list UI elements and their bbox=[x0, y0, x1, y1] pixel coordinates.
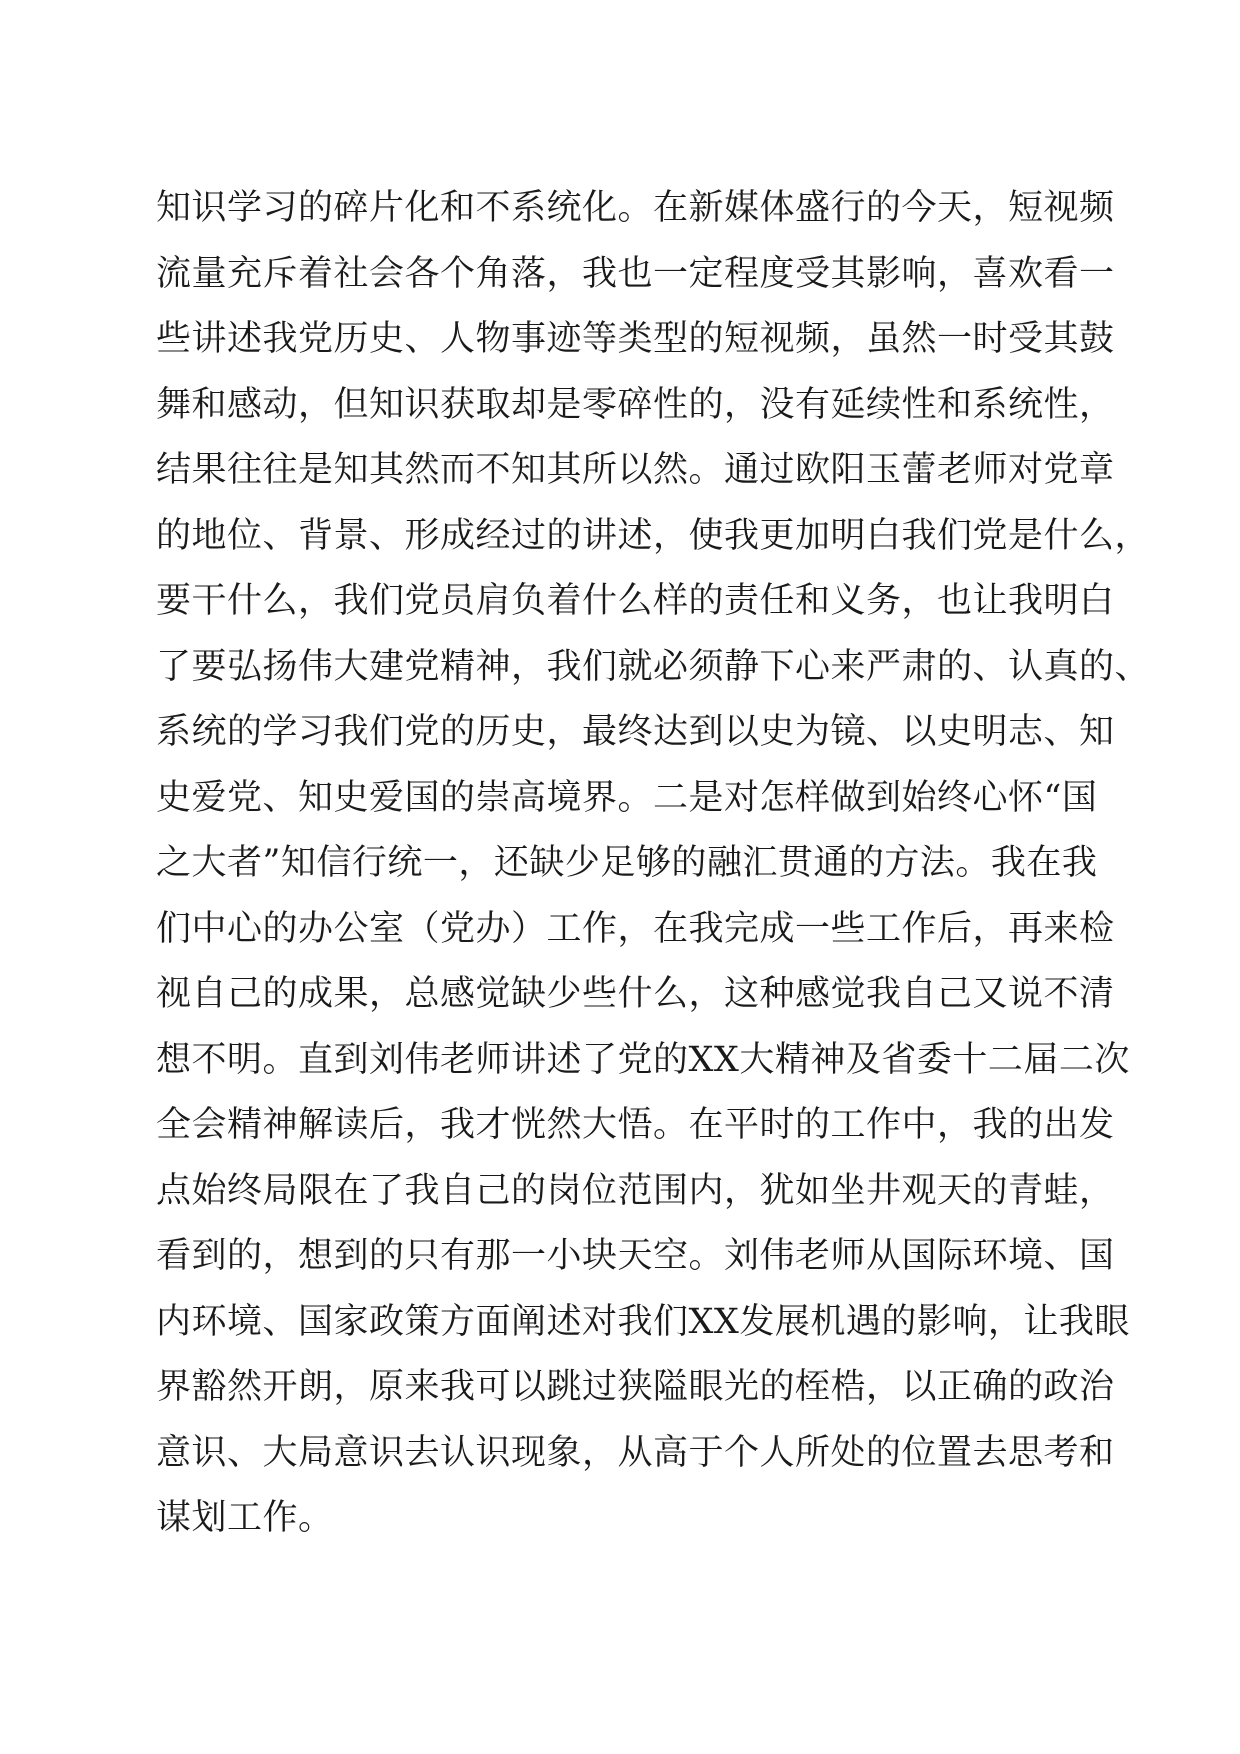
text-line: 结果往往是知其然而不知其所以然。通过欧阳玉蕾老师对党章 bbox=[156, 450, 1115, 490]
body-paragraph bbox=[156, 186, 1151, 1562]
text-line: 些讲述我党历史、人物事迹等类型的短视频，虽然一时受其鼓 bbox=[156, 319, 1115, 359]
text-line: 知识学习的碎片化和不系统化。在新媒体盛行的今天，短视频 bbox=[156, 188, 1115, 228]
text-line: 点始终局限在了我自己的岗位范围内，犹如坐井观天的青蛙， bbox=[156, 1170, 1115, 1211]
text-line: 系统的学习我们党的历史，最终达到以史为镜、以史明志、知 bbox=[156, 712, 1115, 752]
text-line: 的地位、背景、形成经过的讲述，使我更加明白我们党是什么， bbox=[156, 515, 1151, 556]
text-line: 看到的，想到的只有那一小块天空。刘伟老师从国际环境、国 bbox=[156, 1236, 1115, 1276]
text-line: 视自己的成果，总感觉缺少些什么，这种感觉我自己又说不清 bbox=[156, 974, 1115, 1014]
text-line: 史爱党、知史爱国的崇高境界。二是对怎样做到始终心怀“国 bbox=[156, 777, 1098, 818]
text-line: 界豁然开朗，原来我可以跳过狭隘眼光的桎梏，以正确的政治 bbox=[156, 1367, 1115, 1407]
text-line: 内环境、国家政策方面阐述对我们XX发展机遇的影响，让我眼 bbox=[156, 1301, 1130, 1342]
text-line: 了要弘扬伟大建党精神，我们就必须静下心来严肃的、认真的、 bbox=[156, 646, 1151, 687]
text-line: 意识、大局意识去认识现象，从高于个人所处的位置去思考和 bbox=[156, 1432, 1115, 1473]
text-line: 们中心的办公室（党办）工作，在我完成一些工作后，再来检 bbox=[156, 908, 1115, 949]
text-line: 谋划工作。 bbox=[156, 1498, 334, 1538]
text-line: 要干什么，我们党员肩负着什么样的责任和义务，也让我明白 bbox=[156, 581, 1115, 621]
text-line: 之大者”知信行统一，还缺少足够的融汇贯通的方法。我在我 bbox=[156, 843, 1098, 883]
text-line: 全会精神解读后，我才恍然大悟。在平时的工作中，我的出发 bbox=[156, 1105, 1115, 1145]
text-line: 流量充斥着社会各个角落，我也一定程度受其影响，喜欢看一 bbox=[156, 253, 1115, 294]
text-line: 想不明。直到刘伟老师讲述了党的XX大精神及省委十二届二次 bbox=[156, 1039, 1130, 1080]
text-line: 舞和感动，但知识获取却是零碎性的，没有延续性和系统性， bbox=[156, 384, 1115, 425]
